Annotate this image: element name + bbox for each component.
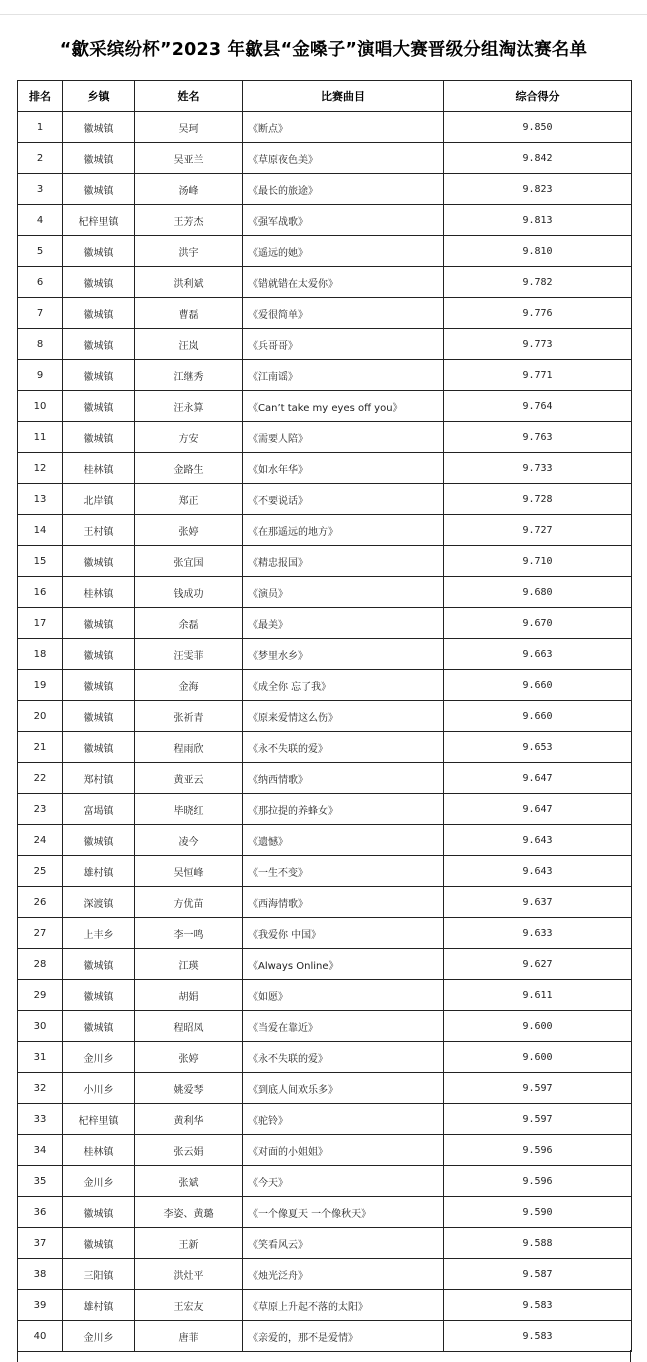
table-row — [18, 360, 632, 391]
cell-score: 9.590 — [444, 1197, 632, 1228]
table-row — [18, 918, 632, 949]
cell-rank: 25 — [18, 856, 63, 887]
cell-song: 《强军战歌》 — [243, 205, 444, 236]
cell-score: 9.850 — [444, 112, 632, 143]
cell-song: 《遥远的她》 — [243, 236, 444, 267]
cell-town: 徽城镇 — [63, 143, 135, 174]
cell-song: 《如水年华》 — [243, 453, 444, 484]
table-row — [18, 143, 632, 174]
cell-song: 《一生不变》 — [243, 856, 444, 887]
cell-song: 《驼铃》 — [243, 1104, 444, 1135]
cell-score: 9.597 — [444, 1073, 632, 1104]
cell-town: 徽城镇 — [63, 298, 135, 329]
header-rank: 排名 — [18, 81, 63, 112]
cell-score: 9.587 — [444, 1259, 632, 1290]
cell-rank: 18 — [18, 639, 63, 670]
cell-song: 《一个像夏天 一个像秋天》 — [243, 1197, 444, 1228]
cell-rank: 31 — [18, 1042, 63, 1073]
cell-town: 徽城镇 — [63, 1197, 135, 1228]
header-town: 乡镇 — [63, 81, 135, 112]
cell-score: 9.583 — [444, 1290, 632, 1321]
table-row — [18, 205, 632, 236]
cell-town: 北岸镇 — [63, 484, 135, 515]
table-row — [18, 1259, 632, 1290]
cell-town: 徽城镇 — [63, 980, 135, 1011]
cell-score: 9.680 — [444, 577, 632, 608]
cell-song: 《西海情歌》 — [243, 887, 444, 918]
cell-rank: 9 — [18, 360, 63, 391]
cell-rank: 30 — [18, 1011, 63, 1042]
table-row — [18, 763, 632, 794]
cell-song: 《Always Online》 — [243, 949, 444, 980]
header-name: 姓名 — [135, 81, 243, 112]
cell-name: 吴珂 — [135, 112, 243, 143]
cell-song: 《最长的旅途》 — [243, 174, 444, 205]
cell-town: 桂林镇 — [63, 1135, 135, 1166]
table-row — [18, 639, 632, 670]
cell-name: 吴亚兰 — [135, 143, 243, 174]
cell-rank: 2 — [18, 143, 63, 174]
cell-rank: 1 — [18, 112, 63, 143]
cell-town: 杞梓里镇 — [63, 1104, 135, 1135]
table-row — [18, 794, 632, 825]
cell-town: 三阳镇 — [63, 1259, 135, 1290]
cell-town: 富堨镇 — [63, 794, 135, 825]
cell-name: 张祈青 — [135, 701, 243, 732]
table-row — [18, 1228, 632, 1259]
cell-rank: 36 — [18, 1197, 63, 1228]
cell-town: 徽城镇 — [63, 1228, 135, 1259]
table-row — [18, 701, 632, 732]
table-row — [18, 1197, 632, 1228]
cell-song: 《纳西情歌》 — [243, 763, 444, 794]
table-body — [18, 112, 632, 1352]
cell-score: 9.763 — [444, 422, 632, 453]
cell-score: 9.727 — [444, 515, 632, 546]
cell-town: 金川乡 — [63, 1166, 135, 1197]
cell-score: 9.627 — [444, 949, 632, 980]
cell-song: 《爱很简单》 — [243, 298, 444, 329]
cell-score: 9.600 — [444, 1042, 632, 1073]
cell-song: 《那拉提的养蜂女》 — [243, 794, 444, 825]
cell-name: 张婷 — [135, 515, 243, 546]
table-row — [18, 980, 632, 1011]
cell-rank: 11 — [18, 422, 63, 453]
cell-name: 江继秀 — [135, 360, 243, 391]
cell-name: 凌今 — [135, 825, 243, 856]
header-score: 综合得分 — [444, 81, 632, 112]
table-row — [18, 329, 632, 360]
cell-town: 桂林镇 — [63, 577, 135, 608]
cell-name: 张宜国 — [135, 546, 243, 577]
cell-name: 张云娟 — [135, 1135, 243, 1166]
cell-rank: 6 — [18, 267, 63, 298]
cell-song: 《成全你 忘了我》 — [243, 670, 444, 701]
cell-song: 《遗憾》 — [243, 825, 444, 856]
cell-score: 9.637 — [444, 887, 632, 918]
cell-town: 徽城镇 — [63, 236, 135, 267]
table-row — [18, 1042, 632, 1073]
table-row — [18, 670, 632, 701]
table-row — [18, 174, 632, 205]
cell-town: 王村镇 — [63, 515, 135, 546]
cell-name: 汤峰 — [135, 174, 243, 205]
cell-town: 徽城镇 — [63, 949, 135, 980]
table-row — [18, 515, 632, 546]
cell-rank: 34 — [18, 1135, 63, 1166]
cell-town: 金川乡 — [63, 1321, 135, 1352]
table-row — [18, 732, 632, 763]
cell-rank: 37 — [18, 1228, 63, 1259]
table-row — [18, 546, 632, 577]
cell-name: 王新 — [135, 1228, 243, 1259]
cell-name: 汪岚 — [135, 329, 243, 360]
cell-town: 雄村镇 — [63, 856, 135, 887]
cell-name: 金海 — [135, 670, 243, 701]
cell-town: 徽城镇 — [63, 825, 135, 856]
cell-score: 9.660 — [444, 670, 632, 701]
cell-song: 《草原夜色美》 — [243, 143, 444, 174]
cell-score: 9.764 — [444, 391, 632, 422]
table-row — [18, 608, 632, 639]
cell-rank: 8 — [18, 329, 63, 360]
cell-town: 金川乡 — [63, 1042, 135, 1073]
cell-score: 9.733 — [444, 453, 632, 484]
cell-name: 曹磊 — [135, 298, 243, 329]
cell-name: 姚爱琴 — [135, 1073, 243, 1104]
cell-name: 胡娟 — [135, 980, 243, 1011]
cell-score: 9.810 — [444, 236, 632, 267]
cell-town: 徽城镇 — [63, 174, 135, 205]
cell-score: 9.771 — [444, 360, 632, 391]
cell-rank: 15 — [18, 546, 63, 577]
cell-score: 9.597 — [444, 1104, 632, 1135]
cell-rank: 33 — [18, 1104, 63, 1135]
cell-rank: 26 — [18, 887, 63, 918]
cell-name: 郑正 — [135, 484, 243, 515]
cell-rank: 10 — [18, 391, 63, 422]
cell-rank: 27 — [18, 918, 63, 949]
cell-score: 9.600 — [444, 1011, 632, 1042]
cell-town: 徽城镇 — [63, 732, 135, 763]
cell-song: 《错就错在太爱你》 — [243, 267, 444, 298]
cell-name: 张斌 — [135, 1166, 243, 1197]
cell-score: 9.647 — [444, 794, 632, 825]
cell-song: 《断点》 — [243, 112, 444, 143]
cell-town: 徽城镇 — [63, 701, 135, 732]
cell-town: 徽城镇 — [63, 670, 135, 701]
cell-town: 杞梓里镇 — [63, 205, 135, 236]
cell-song: 《我爱你 中国》 — [243, 918, 444, 949]
table-row — [18, 887, 632, 918]
cell-score: 9.643 — [444, 856, 632, 887]
cell-town: 桂林镇 — [63, 453, 135, 484]
table-row — [18, 422, 632, 453]
cell-song: 《Can’t take my eyes off you》 — [243, 391, 444, 422]
cell-town: 徽城镇 — [63, 329, 135, 360]
cell-rank: 5 — [18, 236, 63, 267]
table-row — [18, 856, 632, 887]
cell-song: 《亲爱的，那不是爱情》 — [243, 1321, 444, 1352]
table-row — [18, 112, 632, 143]
cell-song: 《原来爱情这么伤》 — [243, 701, 444, 732]
cell-rank: 23 — [18, 794, 63, 825]
table-row — [18, 949, 632, 980]
table-row — [18, 236, 632, 267]
cell-rank: 38 — [18, 1259, 63, 1290]
cell-score: 9.782 — [444, 267, 632, 298]
cell-name: 毕晓红 — [135, 794, 243, 825]
cell-town: 小川乡 — [63, 1073, 135, 1104]
cell-rank: 13 — [18, 484, 63, 515]
cell-name: 方优苗 — [135, 887, 243, 918]
table-row — [18, 1104, 632, 1135]
cell-score: 9.596 — [444, 1166, 632, 1197]
table-header-row — [18, 81, 632, 112]
cell-name: 李一鸣 — [135, 918, 243, 949]
cell-score: 9.670 — [444, 608, 632, 639]
results-table — [17, 80, 632, 1352]
cell-name: 洪利斌 — [135, 267, 243, 298]
cell-song: 《到底人间欢乐多》 — [243, 1073, 444, 1104]
cell-song: 《如愿》 — [243, 980, 444, 1011]
cell-rank: 40 — [18, 1321, 63, 1352]
table-row — [18, 484, 632, 515]
cell-name: 洪宇 — [135, 236, 243, 267]
table-row — [18, 267, 632, 298]
cell-rank: 28 — [18, 949, 63, 980]
cell-name: 程昭凤 — [135, 1011, 243, 1042]
table-row — [18, 1166, 632, 1197]
cell-rank: 4 — [18, 205, 63, 236]
cell-song: 《永不失联的爱》 — [243, 732, 444, 763]
cell-song: 《草原上升起不落的太阳》 — [243, 1290, 444, 1321]
cell-song: 《笑看风云》 — [243, 1228, 444, 1259]
cell-town: 徽城镇 — [63, 639, 135, 670]
cell-score: 9.776 — [444, 298, 632, 329]
cell-rank: 39 — [18, 1290, 63, 1321]
cell-score: 9.728 — [444, 484, 632, 515]
cell-score: 9.643 — [444, 825, 632, 856]
table-row — [18, 1073, 632, 1104]
table-row — [18, 298, 632, 329]
cell-name: 张婷 — [135, 1042, 243, 1073]
cell-song: 《最美》 — [243, 608, 444, 639]
table-row — [18, 453, 632, 484]
cell-town: 深渡镇 — [63, 887, 135, 918]
cell-score: 9.653 — [444, 732, 632, 763]
cell-rank: 22 — [18, 763, 63, 794]
cell-score: 9.663 — [444, 639, 632, 670]
cell-name: 钱成功 — [135, 577, 243, 608]
cell-score: 9.596 — [444, 1135, 632, 1166]
cell-town: 郑村镇 — [63, 763, 135, 794]
page-top-edge — [0, 0, 647, 15]
cell-score: 9.823 — [444, 174, 632, 205]
cell-song: 《烛光泛舟》 — [243, 1259, 444, 1290]
table-row — [18, 1290, 632, 1321]
cell-name: 程雨欣 — [135, 732, 243, 763]
cell-song: 《不要说话》 — [243, 484, 444, 515]
cell-name: 李姿、黄璐 — [135, 1197, 243, 1228]
table-row — [18, 825, 632, 856]
cell-name: 江瑛 — [135, 949, 243, 980]
document-title: “歙采缤纷杯”2023 年歙县“金嗓子”演唱大赛晋级分组淘汰赛名单 — [59, 40, 588, 60]
cell-name: 唐菲 — [135, 1321, 243, 1352]
cell-song: 《在那遥远的地方》 — [243, 515, 444, 546]
cell-name: 王芳杰 — [135, 205, 243, 236]
cell-town: 雄村镇 — [63, 1290, 135, 1321]
cell-town: 徽城镇 — [63, 391, 135, 422]
cell-song: 《梦里水乡》 — [243, 639, 444, 670]
cell-rank: 16 — [18, 577, 63, 608]
cell-town: 徽城镇 — [63, 267, 135, 298]
table-row — [18, 577, 632, 608]
cell-rank: 3 — [18, 174, 63, 205]
cell-name: 汪永算 — [135, 391, 243, 422]
cell-rank: 29 — [18, 980, 63, 1011]
cell-town: 徽城镇 — [63, 360, 135, 391]
cell-score: 9.588 — [444, 1228, 632, 1259]
cell-rank: 19 — [18, 670, 63, 701]
cell-name: 汪雯菲 — [135, 639, 243, 670]
cell-town: 徽城镇 — [63, 546, 135, 577]
cell-score: 9.773 — [444, 329, 632, 360]
cell-rank: 12 — [18, 453, 63, 484]
cell-song: 《江南谣》 — [243, 360, 444, 391]
cell-rank: 17 — [18, 608, 63, 639]
cell-rank: 21 — [18, 732, 63, 763]
cell-song: 《当爱在靠近》 — [243, 1011, 444, 1042]
table-row — [18, 1011, 632, 1042]
cell-score: 9.710 — [444, 546, 632, 577]
cell-rank: 35 — [18, 1166, 63, 1197]
table-row — [18, 391, 632, 422]
cell-name: 黄亚云 — [135, 763, 243, 794]
cell-name: 王宏友 — [135, 1290, 243, 1321]
cell-name: 金路生 — [135, 453, 243, 484]
cell-town: 上丰乡 — [63, 918, 135, 949]
cell-song: 《精忠报国》 — [243, 546, 444, 577]
cell-song: 《对面的小姐姐》 — [243, 1135, 444, 1166]
cell-score: 9.842 — [444, 143, 632, 174]
cell-song: 《今天》 — [243, 1166, 444, 1197]
cell-rank: 24 — [18, 825, 63, 856]
cell-score: 9.647 — [444, 763, 632, 794]
cell-town: 徽城镇 — [63, 112, 135, 143]
cell-name: 吴恒峰 — [135, 856, 243, 887]
cell-song: 《兵哥哥》 — [243, 329, 444, 360]
cell-town: 徽城镇 — [63, 422, 135, 453]
header-song: 比赛曲目 — [243, 81, 444, 112]
cell-song: 《永不失联的爱》 — [243, 1042, 444, 1073]
cell-rank: 20 — [18, 701, 63, 732]
cell-name: 方安 — [135, 422, 243, 453]
table-row — [18, 1321, 632, 1352]
cell-rank: 14 — [18, 515, 63, 546]
cell-song: 《演员》 — [243, 577, 444, 608]
cell-score: 9.633 — [444, 918, 632, 949]
cell-town: 徽城镇 — [63, 608, 135, 639]
cell-name: 黄利华 — [135, 1104, 243, 1135]
table-continuation — [17, 1350, 631, 1362]
table-row — [18, 1135, 632, 1166]
cell-score: 9.611 — [444, 980, 632, 1011]
cell-song: 《需要人陪》 — [243, 422, 444, 453]
cell-rank: 32 — [18, 1073, 63, 1104]
cell-name: 洪灶平 — [135, 1259, 243, 1290]
cell-rank: 7 — [18, 298, 63, 329]
cell-town: 徽城镇 — [63, 1011, 135, 1042]
cell-score: 9.813 — [444, 205, 632, 236]
cell-score: 9.660 — [444, 701, 632, 732]
cell-score: 9.583 — [444, 1321, 632, 1352]
cell-name: 余磊 — [135, 608, 243, 639]
